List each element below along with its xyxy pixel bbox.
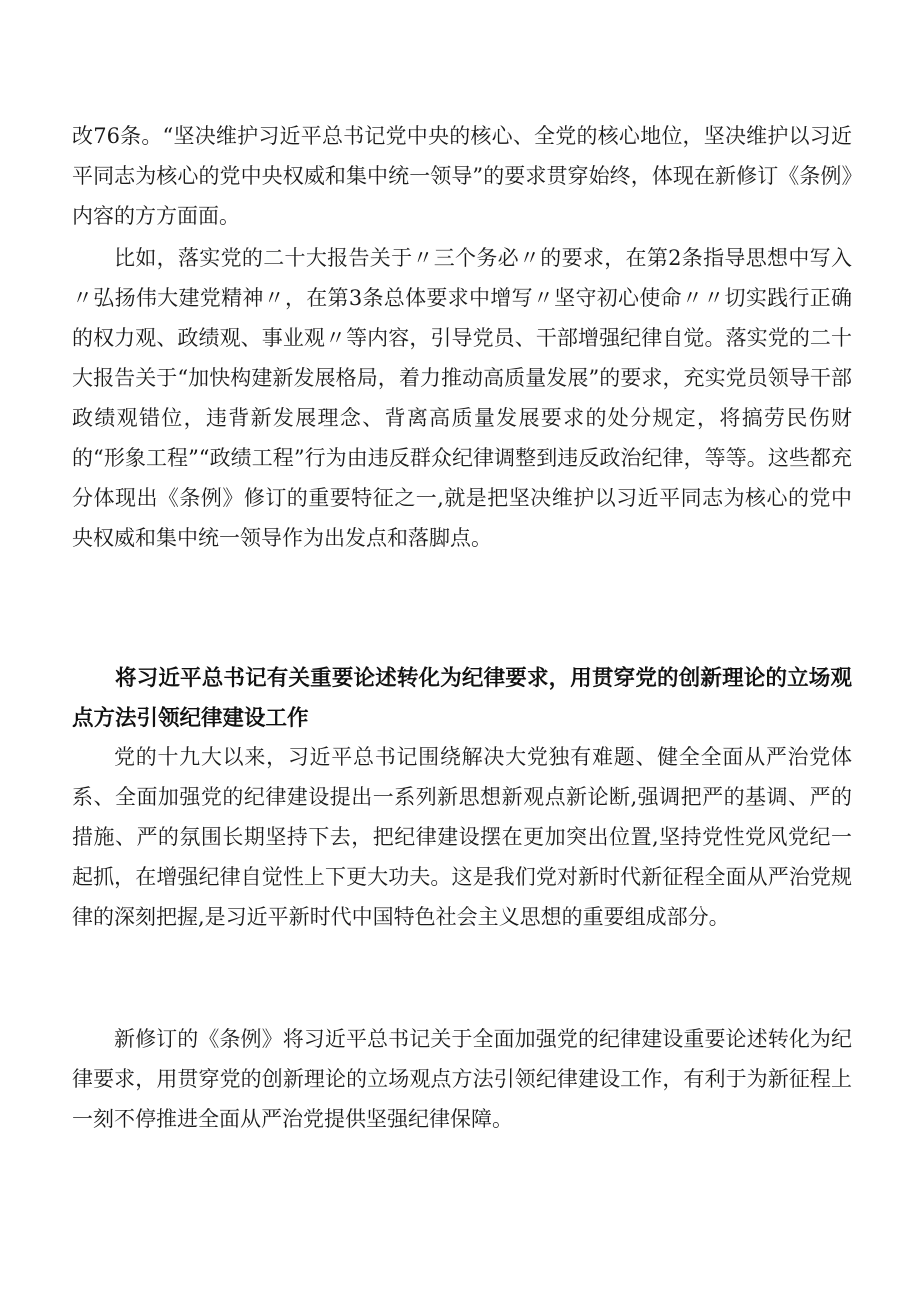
paragraph-continuation — [72, 116, 852, 236]
paragraph-text: 党的十九大以来，习近平总书记围绕解决大党独有难题、健全全面从严治党体系、全面加强党的纪律建设提出一系列新思想新观点新论断,强调把严的基调、严的措施、严的氛围长期坚持下去，把纪律建设摆在更加突出位置,坚持党性党风党纪一起抓，在增强纪律自觉性上下更大功夫。这是我们党对新时代新征程全面从严治党规律的深刻把握,是习近平新时代中国特色社会主义思想的重要组成部分。 — [72, 745, 852, 929]
paragraph-text: 新修订的《条例》将习近平总书记关于全面加强党的纪律建设重要论述转化为纪律要求，用贯穿党的创新理论的立场观点方法引领纪律建设工作，有利于为新征程上一刻不停推进全面从严治党提供坚强纪律保障。 — [72, 1027, 852, 1131]
paragraph-background — [72, 737, 852, 937]
paragraph-example — [72, 238, 852, 558]
section-heading — [72, 659, 852, 739]
paragraph-text: 改76条。“坚决维护习近平总书记党中央的核心、全党的核心地位，坚决维护以习近平同志为核心的党中央权威和集中统一领导”的要求贯穿始终，体现在新修订《条例》内容的方方面面。 — [72, 124, 852, 228]
paragraph-conclusion — [72, 1019, 852, 1139]
paragraph-text: 比如，落实党的二十大报告关于〃三个务必〃的要求，在第2条指导思想中写入〃弘扬伟大建党精神〃，在第3条总体要求中增写〃坚守初心使命〃〃切实践行正确的权力观、政绩观、事业观〃等内容，引导党员、干部增强纪律自觉。落实党的二十大报告关于“加快构建新发展格局，着力推动高质量发展”的要求，充实党员领导干部政绩观错位，违背新发展理念、背离高质量发展要求的处分规定，将搞劳民伤财的“形象工程”“政绩工程”行为由违反群众纪律调整到违反政治纪律，等等。这些都充分体现出《条例》修订的重要特征之一,就是把坚决维护以习近平同志为核心的党中央权威和集中统一领导作为出发点和落脚点。 — [72, 246, 852, 550]
section-heading-text: 将习近平总书记有关重要论述转化为纪律要求，用贯穿党的创新理论的立场观点方法引领纪律建设工作 — [72, 666, 852, 731]
